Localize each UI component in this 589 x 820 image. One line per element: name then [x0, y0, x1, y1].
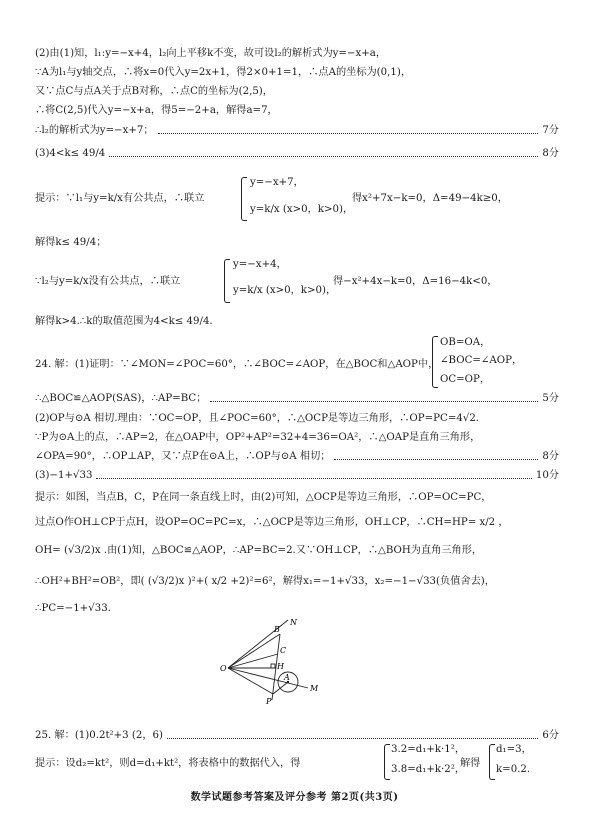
solution-line: (2)由(1)知，l₁:y=−x+4，l₂向上平移k不变，故可设l₂的解析式为y=−x+a，	[35, 48, 387, 59]
hint-line: ∴OH²+BH²=OB²，即( (√3/2)x )²+( x/2 +2)²=6²，解得x₁=−1+√33，x₂=−1−√33(负值舍去)，	[35, 576, 495, 587]
problem-24-line: 24. 解：(1)证明：∵∠MON=∠POC=60°，∴∠BOC=∠AOP，在△BOC和△AOP中，	[35, 359, 439, 370]
leader-dots	[158, 132, 539, 134]
label-n: N	[290, 618, 297, 627]
solution-line-scored	[35, 469, 559, 482]
page-footer: 数学试题参考答案及评分参考 第2页(共3页)	[190, 792, 399, 803]
hint-line: 提示：如图，当点B，C，P在同一条直线上时，由(2)可知，△OCP是等边三角形，∴OP=OC=PC，	[35, 492, 492, 503]
system-brace	[384, 744, 390, 780]
hint-line: 提示：设d₂=kt²，则d=d₁+kt²，将表格中的数据代入，得	[35, 758, 301, 769]
label-o: O	[220, 664, 227, 673]
solution-line: 解得k>4.∴k的取值范围为4<k≤ 49/4.	[35, 316, 213, 327]
segment-op	[228, 668, 273, 694]
solved-label: 解得	[460, 758, 481, 769]
system-equation: y=−x+4，	[233, 259, 287, 270]
solution-line-scored	[35, 392, 559, 405]
system-solution: k=0.2.	[496, 764, 531, 775]
hint-line: ∵l₂与y=k/x没有公共点，∴联立	[35, 276, 181, 287]
label-b: B	[274, 625, 280, 634]
solution-line: ∴将C(2,5)代入y=−x+a，得5=−2+a，解得a=7，	[35, 105, 278, 116]
system-result: 得x²+7x−k=0，Δ=49−4k≥0，	[352, 193, 508, 204]
label-c: C	[280, 646, 287, 655]
system-brace	[489, 744, 495, 780]
score-label: 6分	[542, 730, 559, 741]
leader-dots	[96, 477, 531, 479]
segment-ob	[228, 634, 280, 668]
label-a: A	[284, 673, 290, 682]
solution-line: ∵A为l₁与y轴交点，∴将x=0代入y=2x+1，得2×0+1=1，∴点A的坐标为(0,1)，	[35, 67, 412, 78]
system-brace	[241, 177, 247, 221]
hint-line: 提示：∵l₁与y=k/x有公共点，∴联立	[35, 193, 205, 204]
solution-line: ∴PC=−1+√33.	[35, 603, 111, 614]
ray-om	[228, 668, 308, 688]
score-label: 7分	[542, 125, 559, 136]
leader-dots	[167, 737, 538, 739]
score-label: 5分	[542, 393, 559, 404]
leader-dots	[334, 458, 538, 460]
solution-text: (3)−1+√33	[35, 470, 93, 481]
system-brace	[224, 259, 230, 303]
system-brace	[432, 336, 438, 388]
label-p: P	[266, 697, 272, 706]
system-equation: OB=OA，	[440, 337, 491, 348]
system-equation: ∠BOC=∠AOP，	[440, 355, 523, 366]
solution-line: 又∵点C与点A关于点B对称，∴点C的坐标为(2,5)，	[35, 86, 273, 97]
solution-line-scored	[35, 124, 559, 137]
solution-text: ∠OPA=90°，∴OP⊥AP，又∵点P在⊙A上，∴OP与⊙A 相切；	[35, 451, 331, 462]
system-result: 得−x²+4x−k=0，Δ=16−4k<0，	[333, 276, 498, 287]
segment-oc	[228, 654, 278, 668]
score-label: 10分	[535, 470, 559, 481]
hint-line: OH= (√3/2)x .由(1)知，△BOC≌△AOP，∴AP=BC=2.又∵OH⊥CP，∴△BOH为直角三角形，	[35, 545, 483, 556]
hint-line: 过点O作OH⊥CP于点H，设OP=OC=PC=x，∴△OCP是等边三角形，OH⊥CP，∴CH=HP= x/2 ，	[35, 517, 509, 528]
label-m: M	[310, 684, 318, 693]
system-equation: 3.8=d₁+k·2²，	[391, 764, 466, 775]
solution-text: ∴△BOC≌△AOP(SAS)，∴AP=BC；	[35, 393, 207, 404]
problem-25-line	[35, 729, 559, 742]
leader-dots	[210, 400, 538, 402]
solution-text: (3)4<k≤ 49/4	[35, 148, 106, 159]
score-label: 8分	[542, 148, 559, 159]
system-equation: y=−x+7，	[250, 177, 304, 188]
solution-line: (2)OP与⊙A 相切.理由：∵OC=OP，且∠POC=60°，∴△OCP是等边三角形，∴OP=PC=4√2.	[35, 413, 480, 424]
label-h: H	[277, 662, 284, 671]
system-equation: y=k/x (x>0，k>0)，	[250, 204, 354, 215]
geometry-figure	[218, 618, 318, 718]
solution-line-scored	[35, 450, 559, 463]
solution-text: 25. 解：(1)0.2t²+3 (2，6)	[35, 730, 163, 741]
solution-line: ∵P为⊙A上的点，∴AP=2，在△OAP中，OP²+AP²=32+4=36=OA²，∴△OAP是直角三角形，	[35, 432, 481, 443]
system-equation: y=k/x (x>0，k>0)，	[233, 285, 337, 296]
solution-text: ∴l₂的解析式为y=−x+7；	[35, 125, 154, 136]
right-angle-mark	[271, 664, 275, 668]
solution-line-scored	[35, 147, 559, 160]
solution-line: 解得k≤ 49/4；	[35, 237, 107, 248]
leader-dots	[109, 155, 538, 157]
system-solution: d₁=3，	[496, 744, 532, 755]
system-equation: 3.2=d₁+k·1²，	[391, 744, 466, 755]
system-equation: OC=OP，	[440, 374, 491, 385]
score-label: 8分	[542, 451, 559, 462]
